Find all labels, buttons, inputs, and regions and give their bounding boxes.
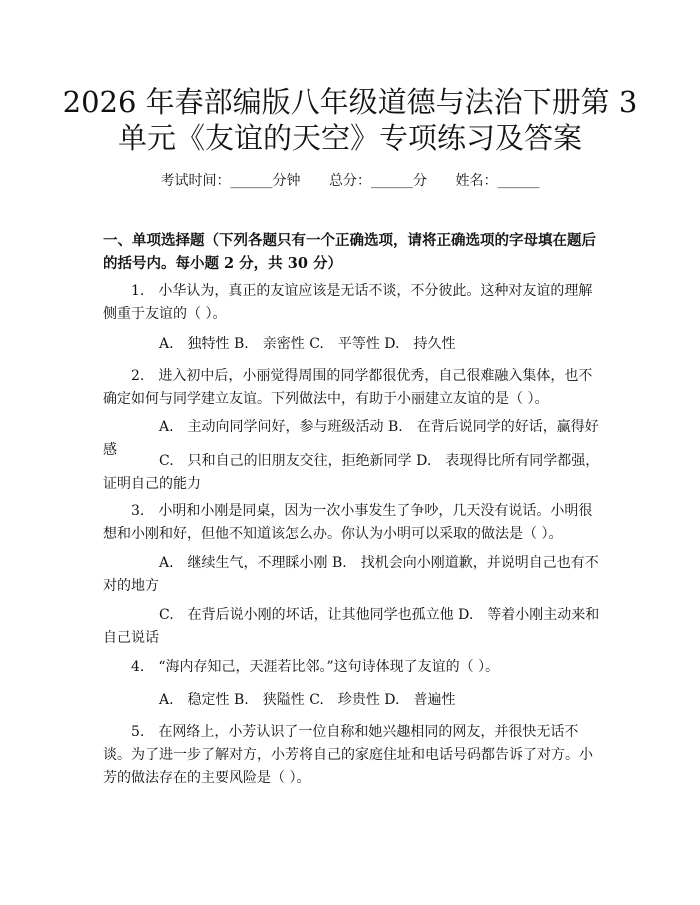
title-line-2: 单元《友谊的天空》专项练习及答案 xyxy=(117,121,582,155)
question-5-stem: 5. 在网络上，小芳认识了一位自称和她兴趣相同的网友，并很快无话不谈。为了进一步了解对方，小芳将自己的家庭住址和电话号码都告诉了对方。小芳的做法存在的主要风险是（ ）。 xyxy=(103,724,593,786)
question-2-stem: 2. 进入初中后，小丽觉得周围的同学都很优秀，自己很难融入集体，也不确定如何与同学建立友谊。下列做法中，有助于小丽建立友谊的是（ ）。 xyxy=(103,368,593,407)
title-line-1: 2026 年春部编版八年级道德与法治下册第 3 xyxy=(62,85,638,119)
exam-score: 总分：______分 xyxy=(329,173,427,189)
exam-time: 考试时间：______分钟 xyxy=(160,173,301,189)
question-2-options-cd: C. 只和自己的旧朋友交往，拒绝新同学 D. 表现得比所有同学都强，证明自己的能力 xyxy=(103,453,600,492)
exam-name: 姓名：______ xyxy=(455,173,540,189)
question-3-stem: 3. 小明和小刚是同桌，因为一次小事发生了争吵，几天没有说话。小明很想和小刚和好，但他不知道该怎么办。你认为小明可以采取的做法是（ ）。 xyxy=(103,503,593,542)
question-1-stem: 1. 小华认为，真正的友谊应该是无话不谈，不分彼此。这种对友谊的理解侧重于友谊的（ ）。 xyxy=(103,283,593,322)
section-heading-1: 一、单项选择题（下列各题只有一个正确选项，请将正确选项的字母填在题后的括号内。每小题 2 分，共 30 分） xyxy=(103,232,596,272)
question-3-options-ab: A. 继续生气，不理睬小刚 B. 找机会向小刚道歉，并说明自己也有不对的地方 xyxy=(103,555,599,594)
question-4-options: A. 稳定性 B. 狭隘性 C. 珍贵性 D. 普遍性 xyxy=(159,692,456,708)
exam-meta xyxy=(0,170,700,190)
question-1-options: A. 独特性 B. 亲密性 C. 平等性 D. 持久性 xyxy=(159,336,456,352)
question-3-options-cd: C. 在背后说小刚的坏话，让其他同学也孤立他 D. 等着小刚主动来和自己说话 xyxy=(103,607,600,646)
question-4-stem: 4. “海内存知己，天涯若比邻。”这句诗体现了友谊的（ ）。 xyxy=(131,659,500,675)
question-2-options-ab: A. 主动向同学问好，参与班级活动 B. 在背后说同学的好话，赢得好感 xyxy=(103,419,599,458)
